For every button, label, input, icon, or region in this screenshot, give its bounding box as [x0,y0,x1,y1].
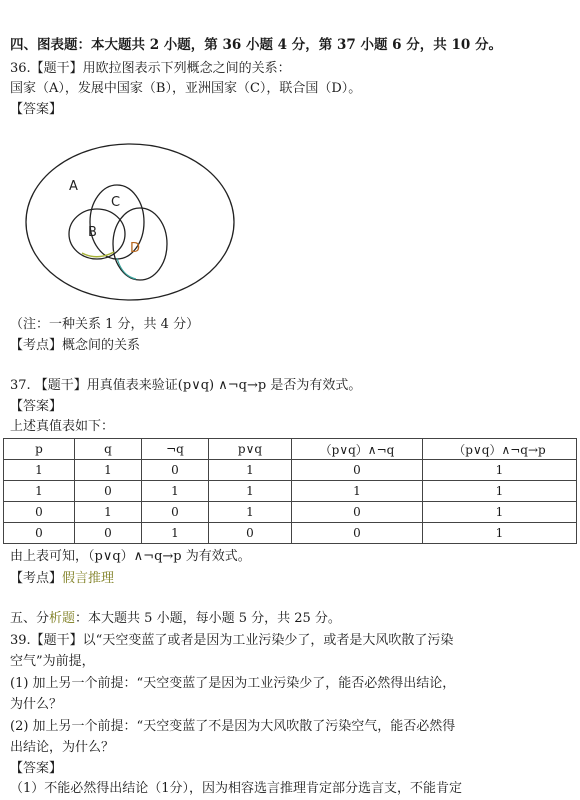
section-5-heading-a: 五、分 [10,611,50,626]
table-row [4,460,577,481]
q39-sub2-2: 出结论，为什么？ [10,740,115,755]
table-cell: 1 [209,481,292,502]
section-5-heading-b: 析题 [49,611,76,626]
col-p: p [4,439,75,460]
table-cell: 0 [142,502,209,523]
q37-point-topic: 假言推理 [62,571,115,586]
table-cell: 1 [423,523,577,544]
q37-conclusion: 由上表可知，（p∨q）∧¬q→p 为有效式。 [10,549,251,564]
circle-B [69,209,125,259]
table-row [4,523,577,544]
q36-stem: 36.【题干】用欧拉图表示下列概念之间的关系： [10,61,291,76]
q37-answer-label: 【答案】 [10,399,63,414]
label-C: C [111,195,121,210]
table-cell: 1 [75,460,142,481]
q37-intro: 上述真值表如下： [10,419,115,434]
table-cell: 0 [142,460,209,481]
table-cell: 1 [142,523,209,544]
section-5-heading [10,610,341,628]
q36-note: （注：一种关系 1 分，共 4 分） [10,317,200,332]
table-cell: 1 [292,481,423,502]
table-cell: 0 [292,523,423,544]
table-cell: 1 [209,502,292,523]
table-cell: 1 [4,481,75,502]
q37-point-prefix: 【考点】 [10,571,63,586]
label-D: D [130,241,141,256]
section-5-heading-c: ：本大题共 5 小题，每小题 5 分，共 25 分。 [75,611,341,626]
table-cell: 0 [75,523,142,544]
table-row [4,481,577,502]
q37-stem: 37. 【题干】用真值表来验证(p∨q) ∧¬q→p 是否为有效式。 [10,378,362,393]
table-cell: 1 [142,481,209,502]
table-cell: 1 [423,502,577,523]
q39-answer-1: （1）不能必然得出结论（1分），因为相容选言推理肯定部分选言支，不能肯定 [10,781,463,796]
table-cell: 1 [423,481,577,502]
label-A: A [69,179,78,194]
truth-table [3,438,577,544]
table-cell: 1 [4,460,75,481]
table-cell: 0 [292,502,423,523]
table-cell: 1 [423,460,577,481]
col-implies: （p∨q）∧¬q→p [423,439,577,460]
q39-sub2-1: (2) 加上另一个前提：“天空变蓝了不是因为大风吹散了污染空气，能否必然得 [10,719,456,734]
section-4-heading: 四、图表题：本大题共 2 小题，第 36 小题 4 分，第 37 小题 6 分，共 10 分。 [10,37,502,53]
label-B: B [88,225,97,240]
q37-point [10,570,114,588]
table-row [4,502,577,523]
table-cell: 0 [4,502,75,523]
q39-sub1-2: 为什么？ [10,697,63,712]
q36-concepts: 国家（A），发展中国家（B），亚洲国家（C），联合国（D）。 [10,81,362,96]
table-cell: 0 [209,523,292,544]
table-cell: 0 [75,481,142,502]
col-q: q [75,439,142,460]
truth-table-header [4,439,577,460]
q36-answer-label: 【答案】 [10,102,63,117]
q39-sub1-1: (1) 加上另一个前提：“天空变蓝了是因为工业污染少了，能否必然得出结论， [10,676,456,691]
q39-stem-2: 空气”为前提， [10,654,95,669]
q39-answer-label: 【答案】 [10,761,63,776]
col-and: （p∨q）∧¬q [292,439,423,460]
col-not-q: ¬q [142,439,209,460]
table-cell: 1 [209,460,292,481]
col-p-or-q: p∨q [209,439,292,460]
table-cell: 1 [75,502,142,523]
q39-stem-1: 39.【题干】以“天空变蓝了或者是因为工业污染少了，或者是大风吹散了污染 [10,633,454,648]
q36-point: 【考点】概念间的关系 [10,338,141,353]
euler-diagram [22,140,242,305]
table-cell: 0 [4,523,75,544]
table-cell: 0 [292,460,423,481]
